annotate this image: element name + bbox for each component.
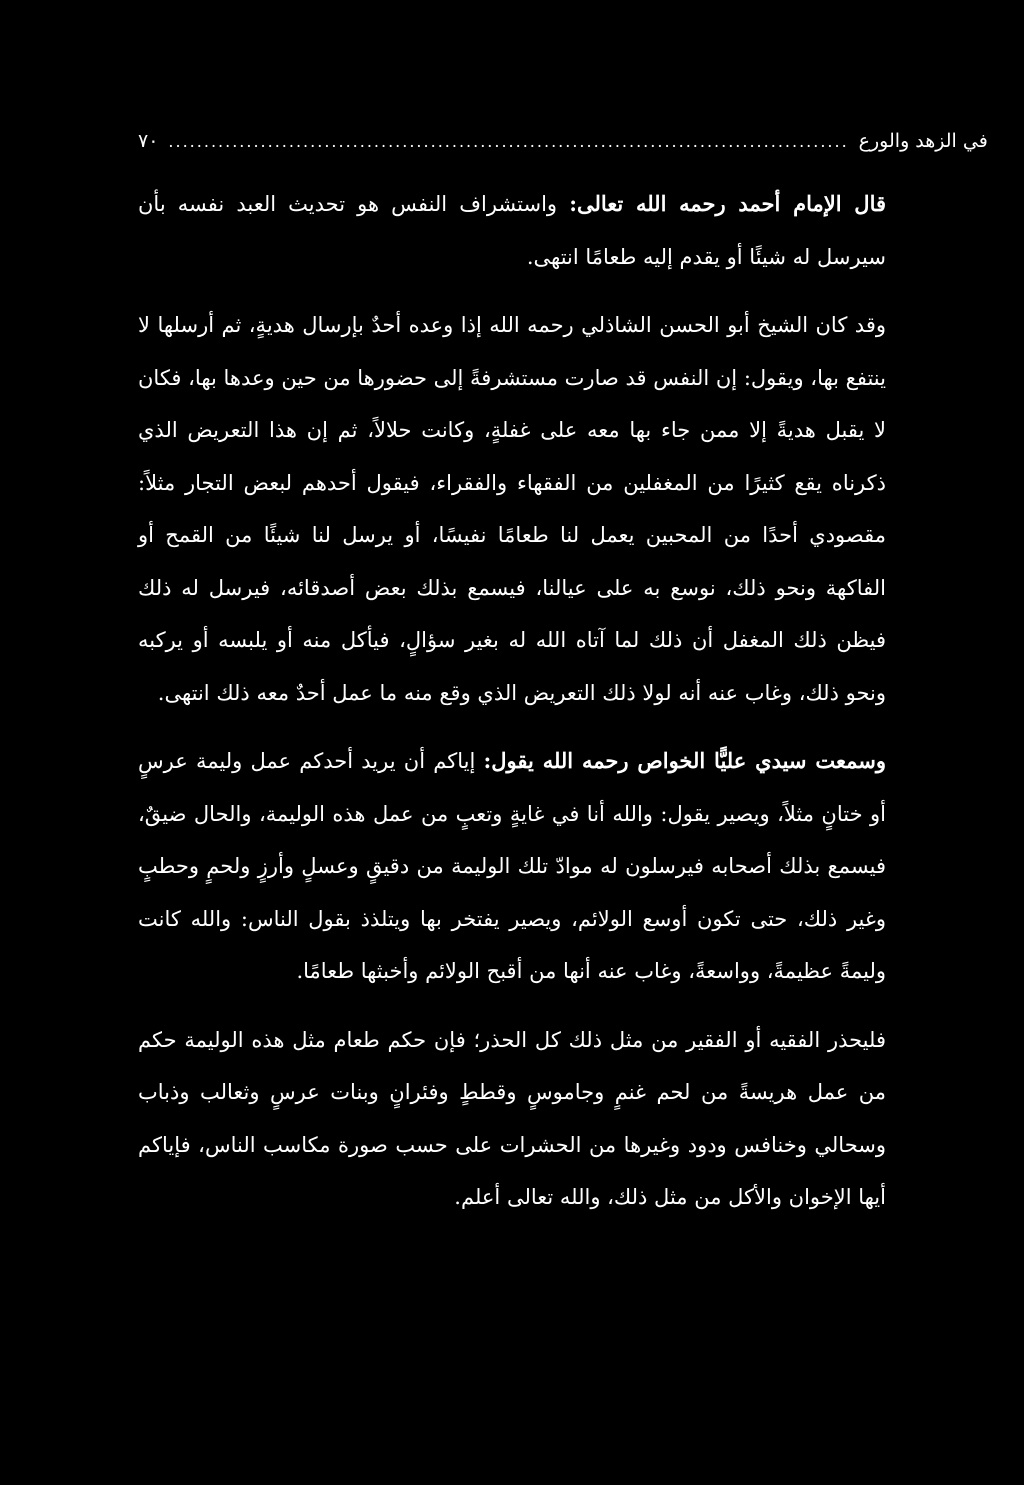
document-page [138,130,988,1224]
paragraph-1 [138,178,886,283]
page-header [138,130,988,170]
paragraph-3-lead: وسمعت سيدي عليًّا الخواص رحمه الله يقول: [483,748,886,773]
page-number: ٧٠ [138,130,159,152]
paragraph-2-text: وقد كان الشيخ أبو الحسن الشاذلي رحمه الله إذا وعده أحدٌ بإرسال هديةٍ، ثم أرسلها لا ينتفع بها، ويقول: إن النفس قد صارت مستشرفةً إلى حضورها من حين وعدها بها، فكان لا يقبل هديةً إلا ممن جاء بها معه على غفلةٍ، وكانت حلالاً، ثم إن هذا التعريض الذي ذكرناه يقع كثيرًا من المغفلين من الفقهاء والفقراء، فيقول أحدهم لبعض التجار مثلاً: مقصودي أحدًا من المحبين يعمل لنا طعامًا نفيسًا، أو يرسل لنا شيئًا من القمح أو الفاكهة ونحو ذلك، نوسع به على عيالنا، فيسمع بذلك بعض أصدقائه، فيرسل له ذلك فيظن ذلك المغفل أن ذلك لما آتاه الله له بغير سؤالٍ، فيأكل منه أو يلبسه أو يركبه ونحو ذلك، وغاب عنه أنه لولا ذلك التعريض الذي وقع منه ما عمل أحدٌ معه ذلك انتهى. [138,313,886,705]
paragraph-4-text: فليحذر الفقيه أو الفقير من مثل ذلك كل الحذر؛ فإن حكم طعام مثل هذه الوليمة حكم من عمل هريسةً من لحم غنمٍ وجاموسٍ وقططٍ وفئرانٍ وبنات عرسٍ وثعالب وذباب وسحالي وخنافس ودود وغيرها من الحشرات على حسب صورة مكاسب الناس، فإياكم أيها الإخوان والأكل من مثل ذلك، والله تعالى أعلم. [138,1027,886,1209]
running-title: في الزهد والورع [858,130,988,152]
paragraph-3 [138,735,886,998]
paragraph-2 [138,299,886,719]
paragraph-1-lead: قال الإمام أحمد رحمه الله تعالى: [569,191,887,216]
header-leader-dots: ................................................................................................ [168,132,849,151]
paragraph-4 [138,1014,886,1224]
paragraph-3-text: إياكم أن يريد أحدكم عمل وليمة عرسٍ أو ختانٍ مثلاً، ويصير يقول: والله أنا في غايةٍ وتعبٍ من عمل هذه الوليمة، والحال ضيقٌ، فيسمع بذلك أصحابه فيرسلون له موادّ تلك الوليمة من دقيقٍ وعسلٍ وأرزٍ ولحمٍ وحطبٍ وغير ذلك، حتى تكون أوسع الولائم، ويصير يفتخر بها ويتلذذ بقول الناس: والله كانت وليمةً عظيمةً، وواسعةً، وغاب عنه أنها من أقبح الولائم وأخبثها طعامًا. [138,749,886,983]
paragraph-1-text: واستشراف النفس هو تحديث العبد نفسه بأن سيرسل له شيئًا أو يقدم إليه طعامًا انتهى. [138,192,886,269]
